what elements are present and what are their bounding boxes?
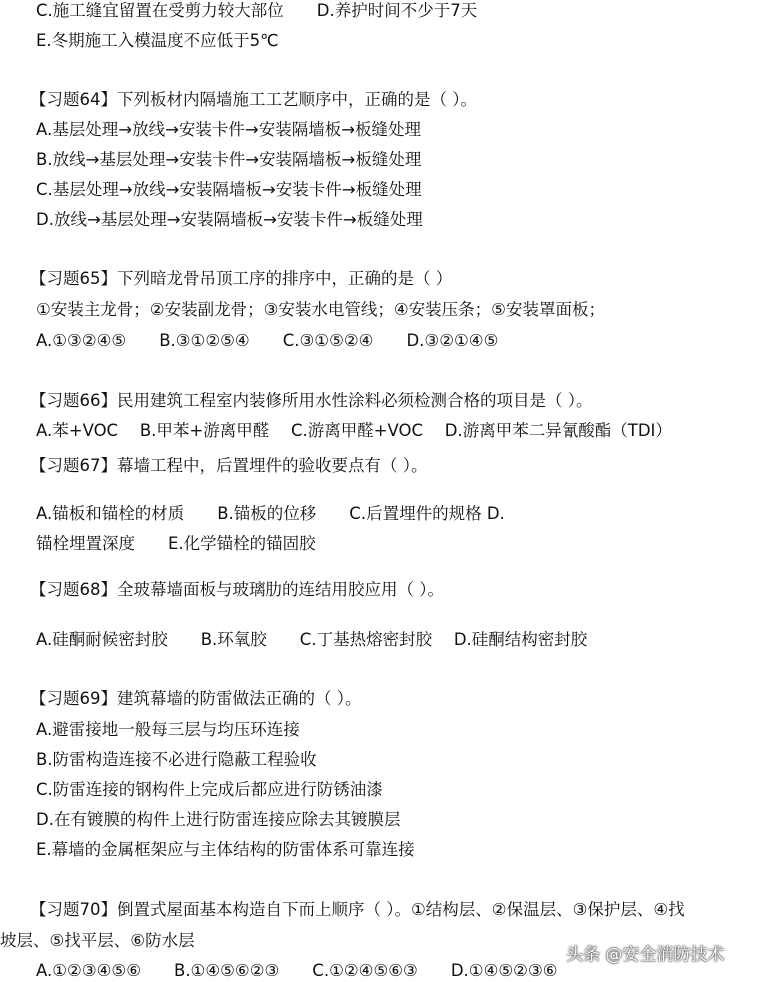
text-line: E.冬期施工入模温度不应低于5℃ [36, 31, 279, 50]
option-line: A.基层处理→放线→安装卡件→安装隔墙板→板缝处理 [36, 120, 422, 139]
question-65-title: 【习题65】下列暗龙骨吊顶工序的排序中，正确的是（ ） [30, 269, 453, 288]
question-66-title: 【习题66】民用建筑工程室内装修所用水性涂料必须检测合格的项目是（ ）。 [30, 391, 593, 410]
watermark: 头条 @安全消防技术 [566, 945, 725, 965]
option-line: C.防雷连接的钢构件上完成后都应进行防锈油漆 [36, 780, 383, 799]
question-64-title: 【习题64】下列板材内隔墙施工工艺顺序中，正确的是（ ）。 [30, 90, 477, 109]
option-line: E.幕墙的金属框架应与主体结构的防雷体系可靠连接 [36, 840, 415, 859]
question-70-title: 【习题70】倒置式屋面基本构造自下而上顺序（ ）。①结构层、②保温层、③保护层、④找 [30, 900, 685, 919]
option-line: A.①③②④⑤ B.③①②⑤④ C.③①⑤②④ D.③②①④⑤ [36, 331, 499, 350]
option-line: 锚栓埋置深度 E.化学锚栓的锚固胶 [36, 534, 316, 553]
option-line: C.基层处理→放线→安装隔墙板→安装卡件→板缝处理 [36, 180, 422, 199]
option-line: B.放线→基层处理→安装卡件→安装隔墙板→板缝处理 [36, 150, 422, 169]
option-line: A.苯+VOC B.甲苯+游离甲醛 C.游离甲醛+VOC D.游离甲苯二异氰酸酯（TDI） [36, 421, 672, 440]
option-line: A.锚板和锚栓的材质 B.锚板的位移 C.后置埋件的规格 D. [36, 504, 505, 523]
option-line: D.放线→基层处理→安装隔墙板→安装卡件→板缝处理 [36, 210, 423, 229]
option-line: A.避雷接地一般每三层与均压环连接 [36, 720, 300, 739]
option-line: A.①②③④⑤⑥ B.①④⑤⑥②③ C.①②④⑤⑥③ D.①④⑤②③⑥ [36, 961, 558, 980]
text-line: C.施工缝宜留置在受剪力较大部位 D.养护时间不少于7天 [36, 1, 478, 20]
question-68-title: 【习题68】全玻幕墙面板与玻璃肋的连结用胶应用（ ）。 [30, 580, 444, 599]
option-line: B.防雷构造连接不必进行隐蔽工程验收 [36, 750, 317, 769]
option-line: D.在有镀膜的构件上进行防雷连接应除去其镀膜层 [36, 810, 401, 829]
option-line: A.硅酮耐候密封胶 B.环氧胶 C.丁基热熔密封胶 D.硅酮结构密封胶 [36, 630, 588, 649]
question-67-title: 【习题67】幕墙工程中，后置埋件的验收要点有（ ）。 [30, 456, 428, 475]
text-line: ①安装主龙骨；②安装副龙骨；③安装水电管线；④安装压条；⑤安装罩面板； [36, 300, 605, 319]
text-line: 坡层、⑤找平层、⑥防水层 [0, 931, 195, 950]
question-69-title: 【习题69】建筑幕墙的防雷做法正确的（ ）。 [30, 689, 362, 708]
